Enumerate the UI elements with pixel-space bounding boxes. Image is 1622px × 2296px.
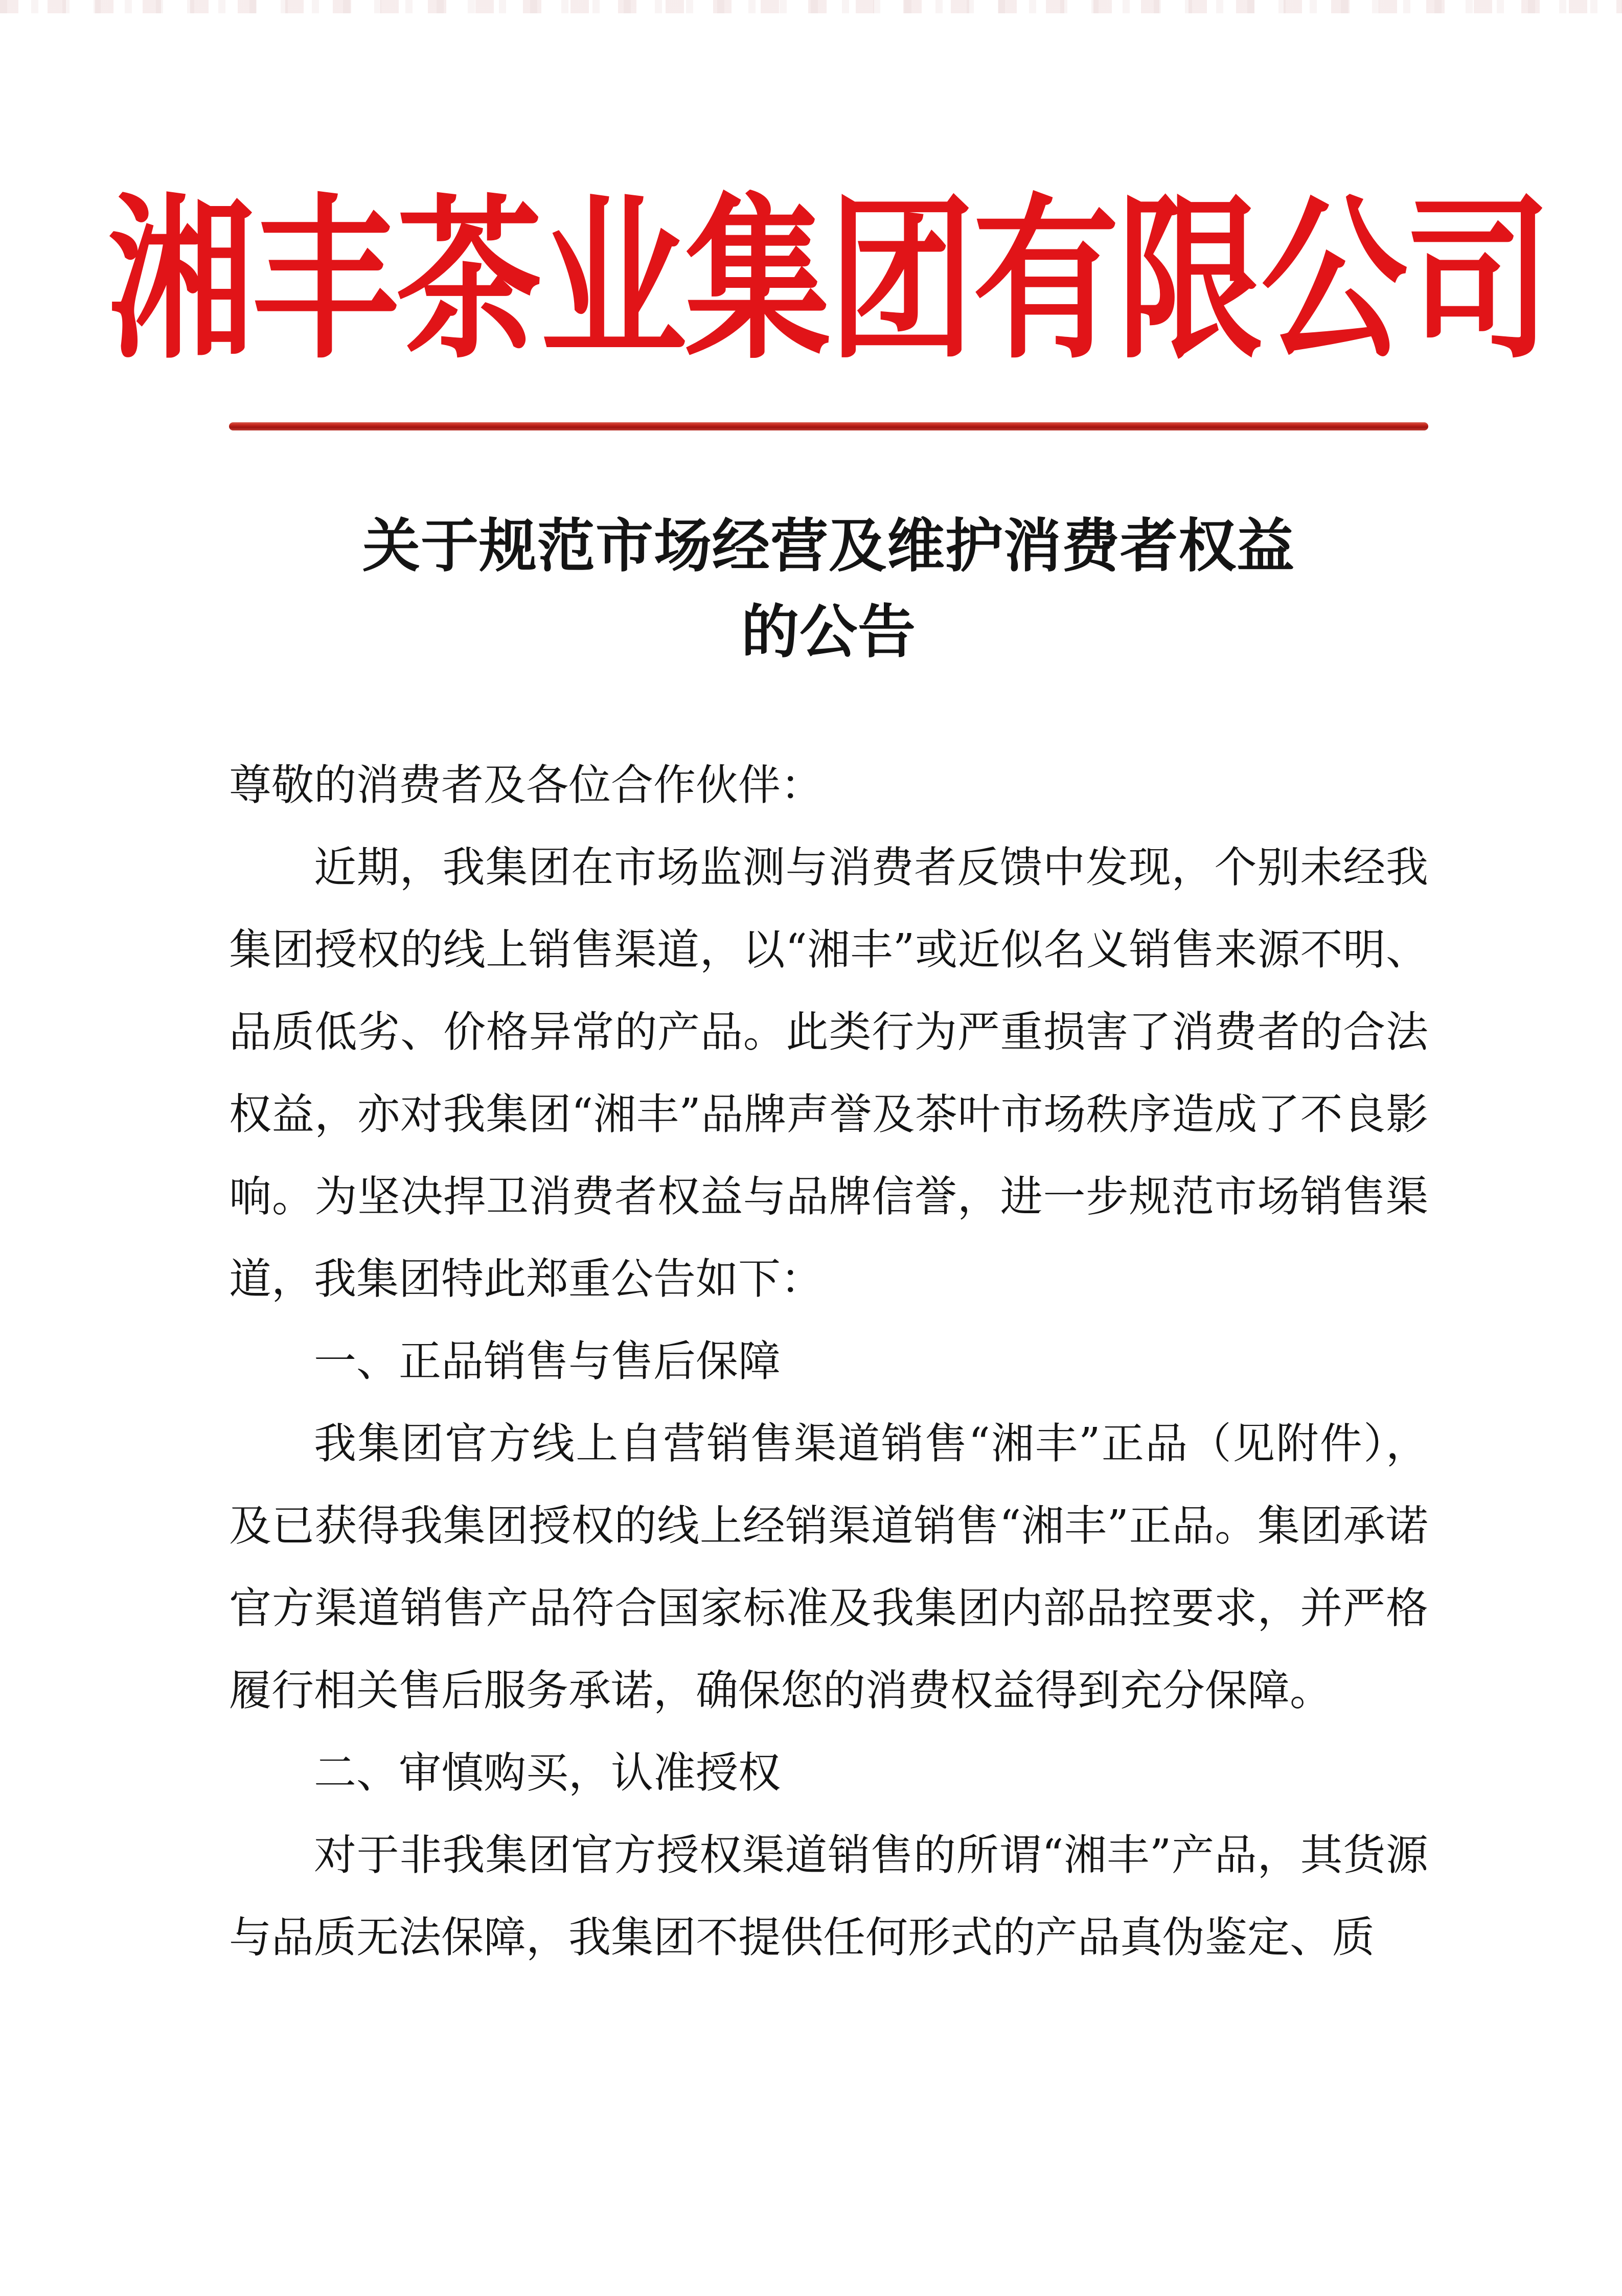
- letterhead: [108, 176, 1549, 383]
- document-title-line-2: 的公告: [741, 598, 916, 666]
- document-title: [229, 503, 1428, 675]
- company-name: 湘丰茶业集团有限公司: [108, 176, 1549, 383]
- section-1-paragraph: 我集团官方线上自营销售渠道销售“湘丰”正品（见附件），及已获得我集团授权的线上经销渠道销售“湘丰”正品。集团承诺官方渠道销售产品符合国家标准及我集团内部品控要求，并严格履行相关售后服务承诺，确保您的消费权益得到充分保障。: [229, 1419, 1428, 1715]
- document-content: [108, 0, 1549, 1979]
- intro-paragraph: 近期，我集团在市场监测与消费者反馈中发现，个别未经我集团授权的线上销售渠道，以“湘丰”或近似名义销售来源不明、品质低劣、价格异常的产品。此类行为严重损害了消费者的合法权益，亦对我集团“湘丰”品牌声誉及茶叶市场秩序造成了不良影响。为坚决捍卫消费者权益与品牌信誉，进一步规范市场销售渠道，我集团特此郑重公告如下：: [229, 843, 1428, 1304]
- document-body: [229, 744, 1428, 1979]
- section-2-heading: 二、审慎购买，认准授权: [314, 1748, 781, 1798]
- document-title-line-1: 关于规范市场经营及维护消费者权益: [362, 512, 1295, 580]
- letterhead-divider: [229, 422, 1428, 430]
- section-1-heading: 一、正品销售与售后保障: [314, 1336, 781, 1386]
- salutation: 尊敬的消费者及各位合作伙伴：: [229, 760, 823, 810]
- section-2-paragraph: 对于非我集团官方授权渠道销售的所谓“湘丰”产品，其货源与品质无法保障，我集团不提供任何形式的产品真伪鉴定、质: [229, 1830, 1428, 1962]
